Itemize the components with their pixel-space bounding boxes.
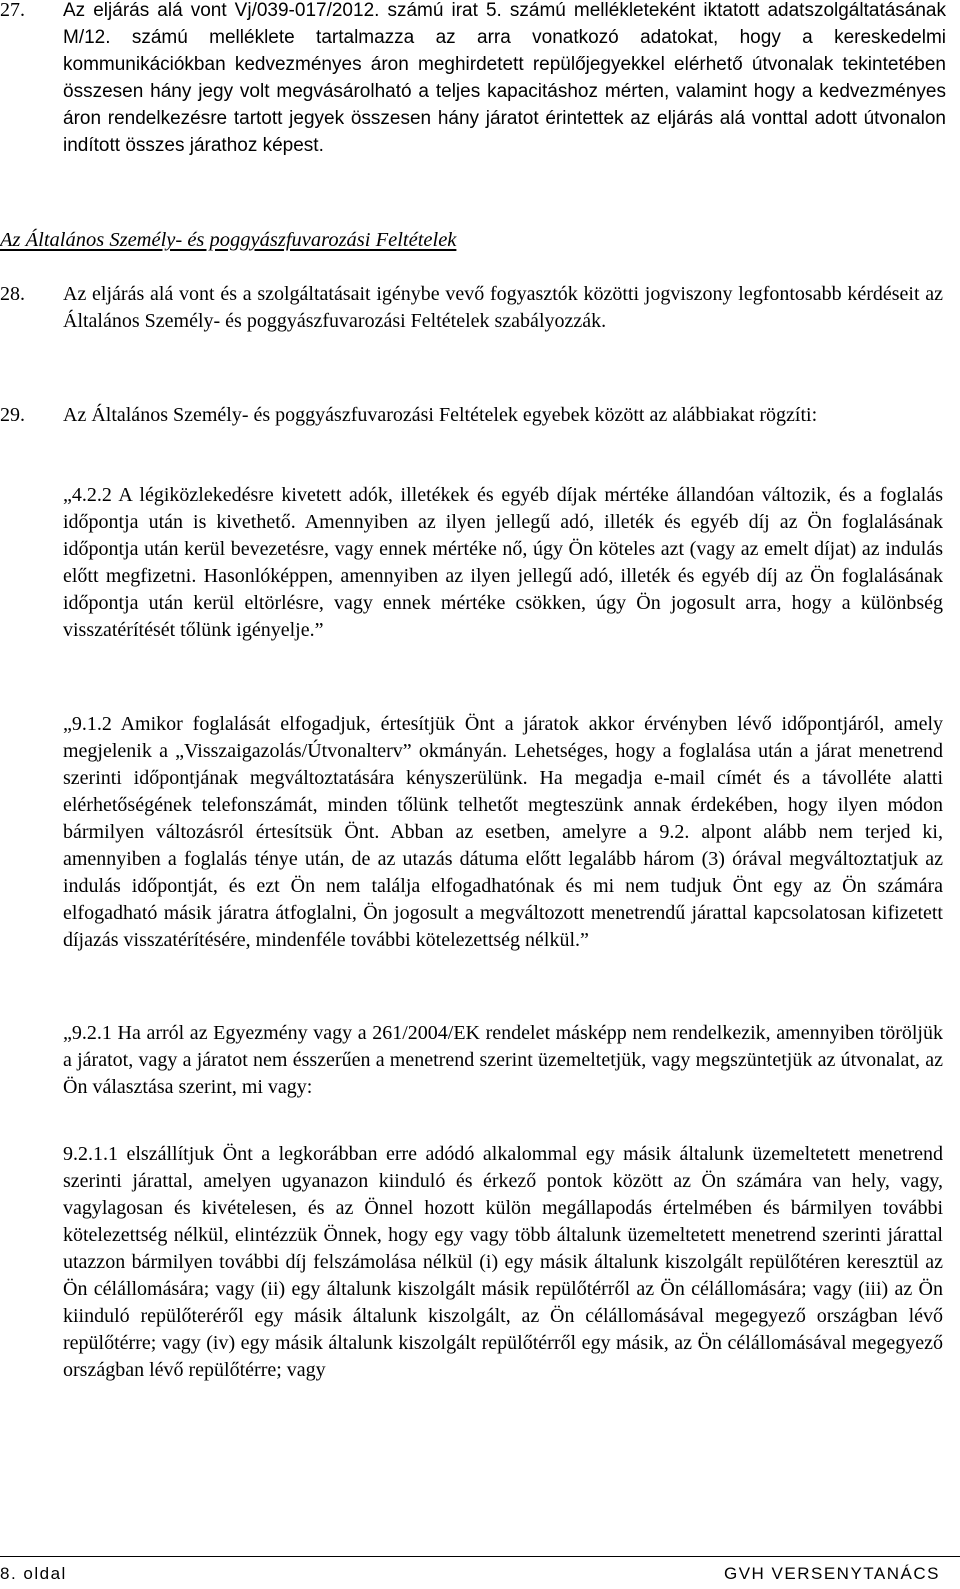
quote-9-2-1: „9.2.1 Ha arról az Egyezmény vagy a 261/2004/EK rendelet másképp nem rendelkezik, amennyiben töröljük a járatot, vagy a járatot nem ésszerűen a menetrend szerint üzemeltetjük, vagy megszüntetjük az útvonalat, az Ön választása szerint, mi vagy: [63,1022,943,1098]
footer-divider [0,1556,960,1557]
section-heading: Az Általános Személy- és poggyászfuvarozási Feltételek [0,229,457,251]
page-number: 8. oldal [0,1564,67,1583]
paragraph-text: Az Általános Személy- és poggyászfuvarozási Feltételek egyebek között az alábbiakat rögzíti: [63,404,818,426]
paragraph-number: 29. [0,404,25,426]
quote-9-2-1-1: 9.2.1.1 elszállítjuk Önt a legkorábban erre adódó alkalommal egy másik általunk üzemeltetett menetrend szerinti járattal, amelyen ugyanazon kiinduló és érkező pontok között az Ön számára van hely, vagy, vagylagosan és kivételesen, és az Önnel hozott külön megállapodás értelmében és bármilyen további kötelezettség nélkül, elintézzük Önnek, hogy egy vagy több általunk üzemeltetett menetrend szerinti járattal utazzon bármilyen további díj felszámolása nélkül (i) egy másik általunk kiszolgált repülőtéren keresztül az Ön célállomására; vagy (ii) egy általunk kiszolgált másik repülőtérről az Ön célállomására; vagy (iii) az Ön kiinduló repülőteréről egy másik általunk kiszolgált, az Ön célállomásával megegyező országban lévő repülőtérre; vagy (iv) egy másik általunk kiszolgált repülőtérről egy másik, az Ön célállomásával megegyező országban lévő repülőtérre; vagy [63,1143,943,1381]
quote-4-2-2: „4.2.2 A légiközlekedésre kivetett adók, illetékek és egyéb díjak mértéke állandóan változik, és a foglalás időpontja után is kivethető. Amennyiben az ilyen jellegű adó, illeték és egyéb díj az Ön foglalásának időpontja után kerül bevezetésre, vagy ennek mértéke nő, úgy Ön köteles azt (vagy az emelt díjat) az indulás előtt megfizetni. Hasonlóképpen, amennyiben az ilyen jellegű adó, illeték és egyéb díj az Ön foglalásának időpontja után kerül eltörlésre, vagy ennek mértéke csökken, úgy Ön jogosult arra, hogy a különbség visszatérítését tőlünk igényelje.” [63,484,943,641]
paragraph-text: Az eljárás alá vont Vj/039-017/2012. számú irat 5. számú mellékleteként iktatott adatszolgáltatásának M/12. számú melléklete tartalmazza az arra vonatkozó adatokat, hogy a kereskedelmi kommunikációkban kedvezményes áron meghirdetett repülőjegyekkel elérhető útvonalak tekintetében összesen hány jegy volt megvásárolható a teljes kapacitáshoz mérten, valamint hogy a kedvezményes áron rendelkezésre tartott jegyek összesen hány járatot érintettek az eljárás alá vonttal adott útvonalon indított összes járathoz képest. [63,0,946,156]
quote-9-1-2: „9.1.2 Amikor foglalását elfogadjuk, értesítjük Önt a járatok akkor érvényben lévő időpontjáról, amely megjelenik a „Visszaigazolás/Útvonalterv” okmányán. Lehetséges, hogy a foglalása után a járat menetrend szerinti időpontjának megváltoztatására kényszerülünk. Ha megadja e-mail címét és a távolléte alatti elérhetőségének telefonszámát, minden tőlünk telhetőt megteszünk annak érdekében, hogy ilyen módon bármilyen változásról értesítsük Önt. Abban az esetben, amelyre a 9.2. alpont alább nem terjed ki, amennyiben a foglalás ténye után, de az utazás dátuma előtt legalább három (3) órával megváltoztatjuk az indulás időpontját, és ezt Ön nem találja elfogadhatónak és mi nem tudjuk Önt egy az Ön számára elfogadható másik járatra átfoglalni, Ön jogosult a megváltozott menetrendű járattal kapcsolatosan kifizetett díjazás visszatérítésére, mindenféle további kötelezettség nélkül.” [63,713,943,951]
paragraph-text: Az eljárás alá vont és a szolgáltatásait igénybe vevő fogyasztók közötti jogviszony legfontosabb kérdéseit az Általános Személy- és poggyászfuvarozási Feltételek szabályozzák. [63,283,943,332]
footer-organization: GVH VERSENYTANÁCS [723,1564,940,1583]
paragraph-number: 28. [0,283,25,305]
paragraph-number: 27. [0,0,25,21]
